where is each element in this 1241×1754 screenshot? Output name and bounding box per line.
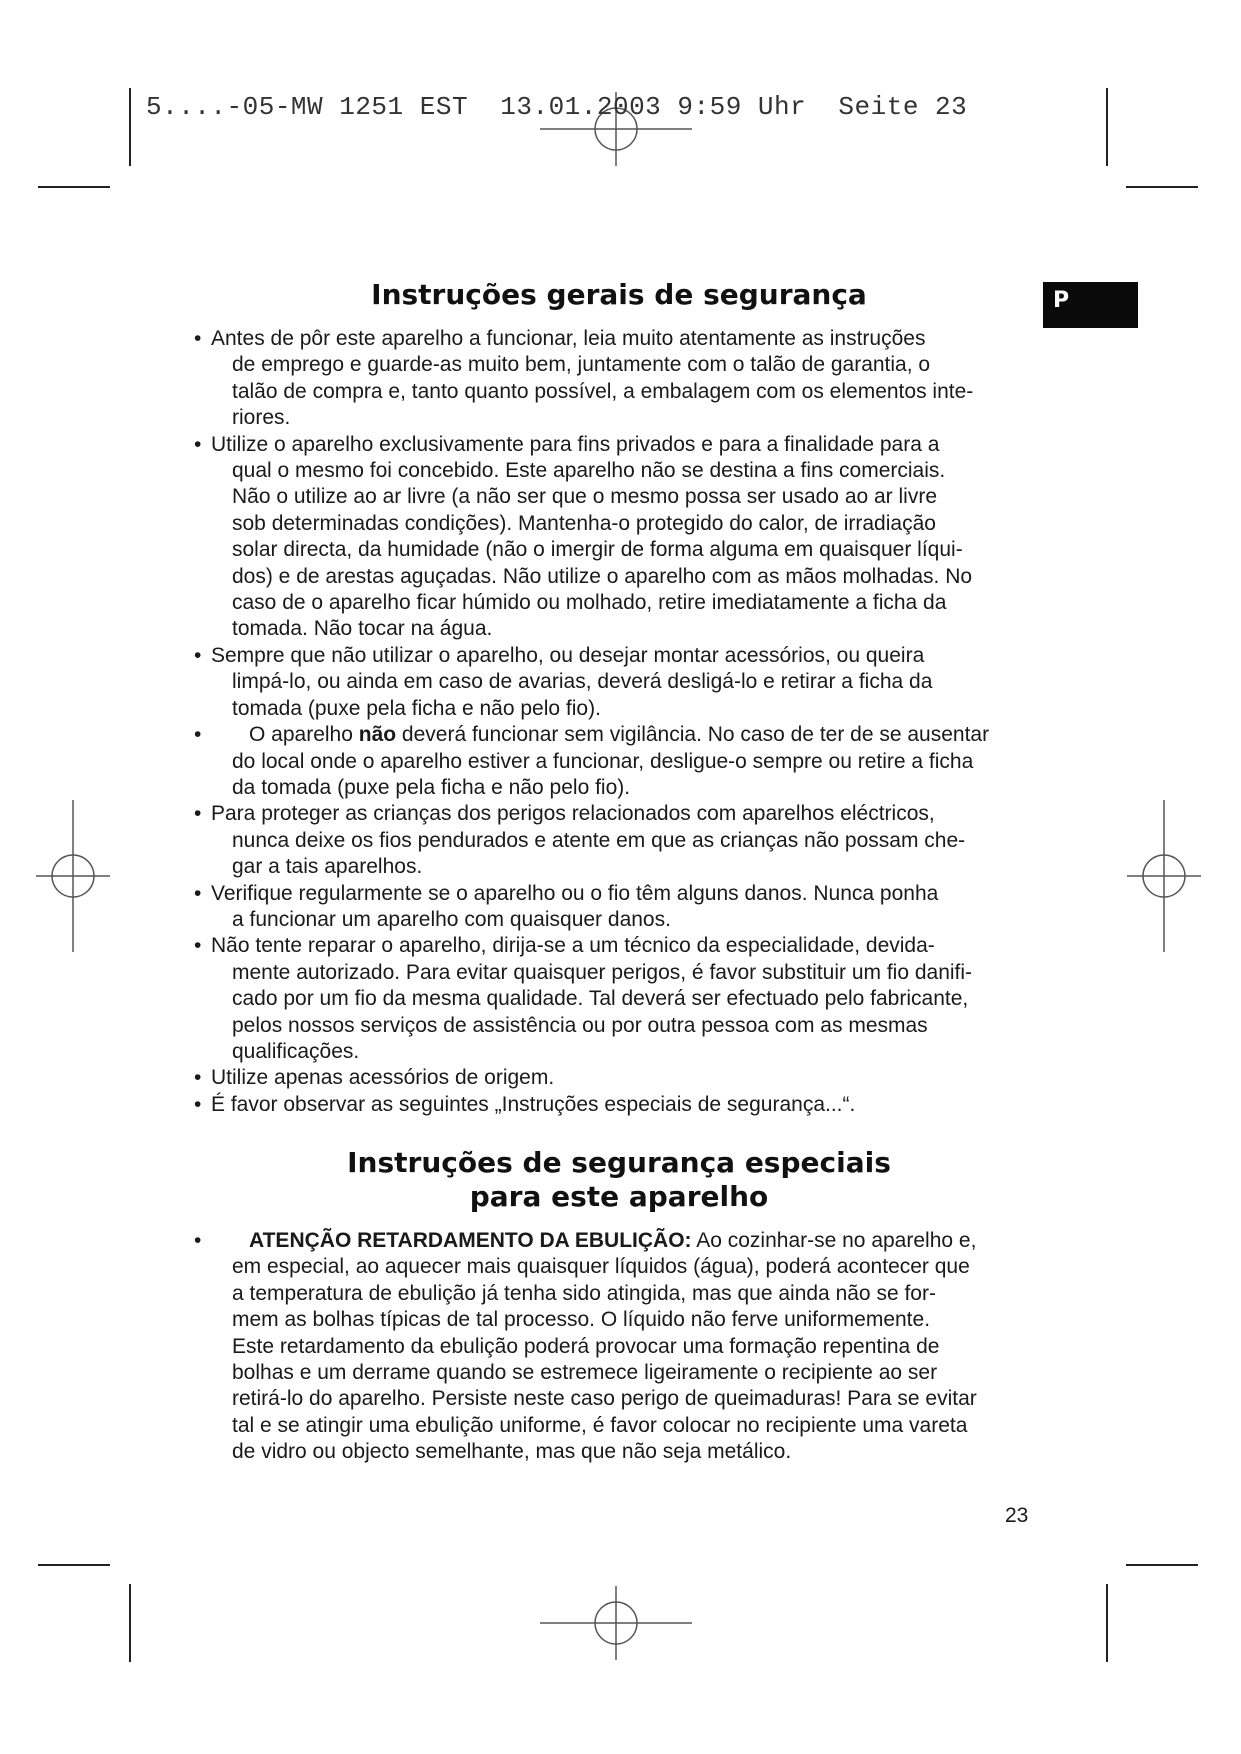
print-slug: 5....-05-MW 1251 EST 13.01.2003 9:59 Uhr Seite 23 [146, 92, 968, 122]
special-safety-list [194, 1228, 1062, 1466]
bullet: • [194, 802, 202, 826]
crop-mark [129, 88, 131, 166]
crop-mark [38, 1564, 110, 1566]
page-number: 23 [1005, 1504, 1029, 1527]
crop-mark [129, 1584, 131, 1662]
registration-mark-icon [536, 1580, 696, 1666]
bullet: • [194, 432, 202, 456]
bullet: • [194, 723, 202, 747]
language-tab: P [1043, 282, 1138, 328]
bullet: • [194, 934, 202, 958]
list-item: • O aparelho não deverá funcionar sem vigilância. No caso de ter de se ausentar do local onde o aparelho estiver a funcionar, desligue-o sempre ou retire a ficha da tomada (puxe pela ficha e não pelo fio). [194, 723, 990, 799]
list-item: • ATENÇÃO RETARDAMENTO DA EBULIÇÃO: Ao cozinhar-se no aparelho e, em especial, ao aquecer mais quaisquer líquidos (água), poderá acontecer que a temperatura de ebulição já tenha sido atingida, mas que ainda não se for- mem as bolhas típicas de tal processo. O líquido não ferve uniformemente. Este retardamento da ebulição poderá provocar uma formação repentina de bolhas e um derrame quando se estremece ligeiramente o recipiente ao ser retirá-lo do aparelho. Persiste neste caso perigo de queimaduras! Para se evitar tal e se atingir uma ebulição uniforme, é favor colocar no recipiente uma vareta de vidro ou objecto semelhante, mas que não seja metálico. [194, 1229, 977, 1464]
list-item: • É favor observar as seguintes „Instruções especiais de segurança...“. [194, 1092, 1062, 1118]
registration-mark-icon [1121, 796, 1207, 956]
bullet: • [194, 881, 202, 905]
crop-mark [38, 186, 110, 188]
list-item: • Verifique regularmente se o aparelho ou o fio têm alguns danos. Nunca ponha a funcionar um aparelho com quaisquer danos. [194, 881, 939, 931]
general-safety-list [194, 326, 1062, 1118]
list-item: • Não tente reparar o aparelho, dirija-se a um técnico da especialidade, devida- mente autorizado. Para evitar quaisquer perigos, é favor substituir um fio danifi- cado por um fio da mesma qualidade. Tal deverá ser efectuado pelo fabricante, pelos nossos serviços de assistência ou por outra pessoa com as mesmas qualificações. [194, 934, 973, 1063]
list-item: • Para proteger as crianças dos perigos relacionados com aparelhos eléctricos, nunca deixe os fios pendurados e atente em que as crianças não possam che- gar a tais aparelhos. [194, 802, 966, 879]
crop-mark [1126, 1564, 1198, 1566]
bullet: • [194, 1092, 202, 1116]
crop-mark [1126, 186, 1198, 188]
crop-mark [1106, 1584, 1108, 1662]
list-item: • Sempre que não utilizar o aparelho, ou desejar montar acessórios, ou queira limpá-lo, ou ainda em caso de avarias, deverá desligá-lo e retirar a ficha da tomada (puxe pela ficha e não pelo fio). [194, 643, 933, 720]
bullet: • [194, 1066, 202, 1090]
bullet: • [194, 327, 202, 350]
warning-lead: ATENÇÃO RETARDAMENTO DA EBULIÇÃO: [249, 1229, 692, 1252]
list-item: • Antes de pôr este aparelho a funcionar, leia muito atentamente as instruções de emprego e guarde-as muito bem, juntamente com o talão de garantia, o talão de compra e, tanto quanto possível, a embalagem com os elementos inte- riores. [194, 327, 974, 430]
registration-mark-icon [30, 796, 116, 956]
bullet: • [194, 1229, 202, 1252]
list-item: • Utilize o aparelho exclusivamente para fins privados e para a finalidade para a qual o mesmo foi concebido. Este aparelho não se destina a fins comerciais. Não o utilize ao ar livre (a não ser que o mesmo possa ser usado ao ar livre sob determinadas condições). Mantenha-o protegido do calor, de irradiação solar directa, da humidade (não o imergir de forma alguma em quaisquer líqui- dos) e de arestas aguçadas. Não utilize o aparelho com as mãos molhadas. No caso de o aparelho ficar húmido ou molhado, retire imediatamente a ficha da tomada. Não tocar na água. [194, 432, 973, 641]
bullet: • [194, 643, 202, 667]
crop-mark [1106, 88, 1108, 166]
list-item: • Utilize apenas acessórios de origem. [194, 1065, 1062, 1091]
section-title-general-safety: Instruções gerais de segurança [371, 278, 867, 311]
section-title-special-safety: Instruções de segurança especiais para este aparelho [347, 1146, 891, 1213]
